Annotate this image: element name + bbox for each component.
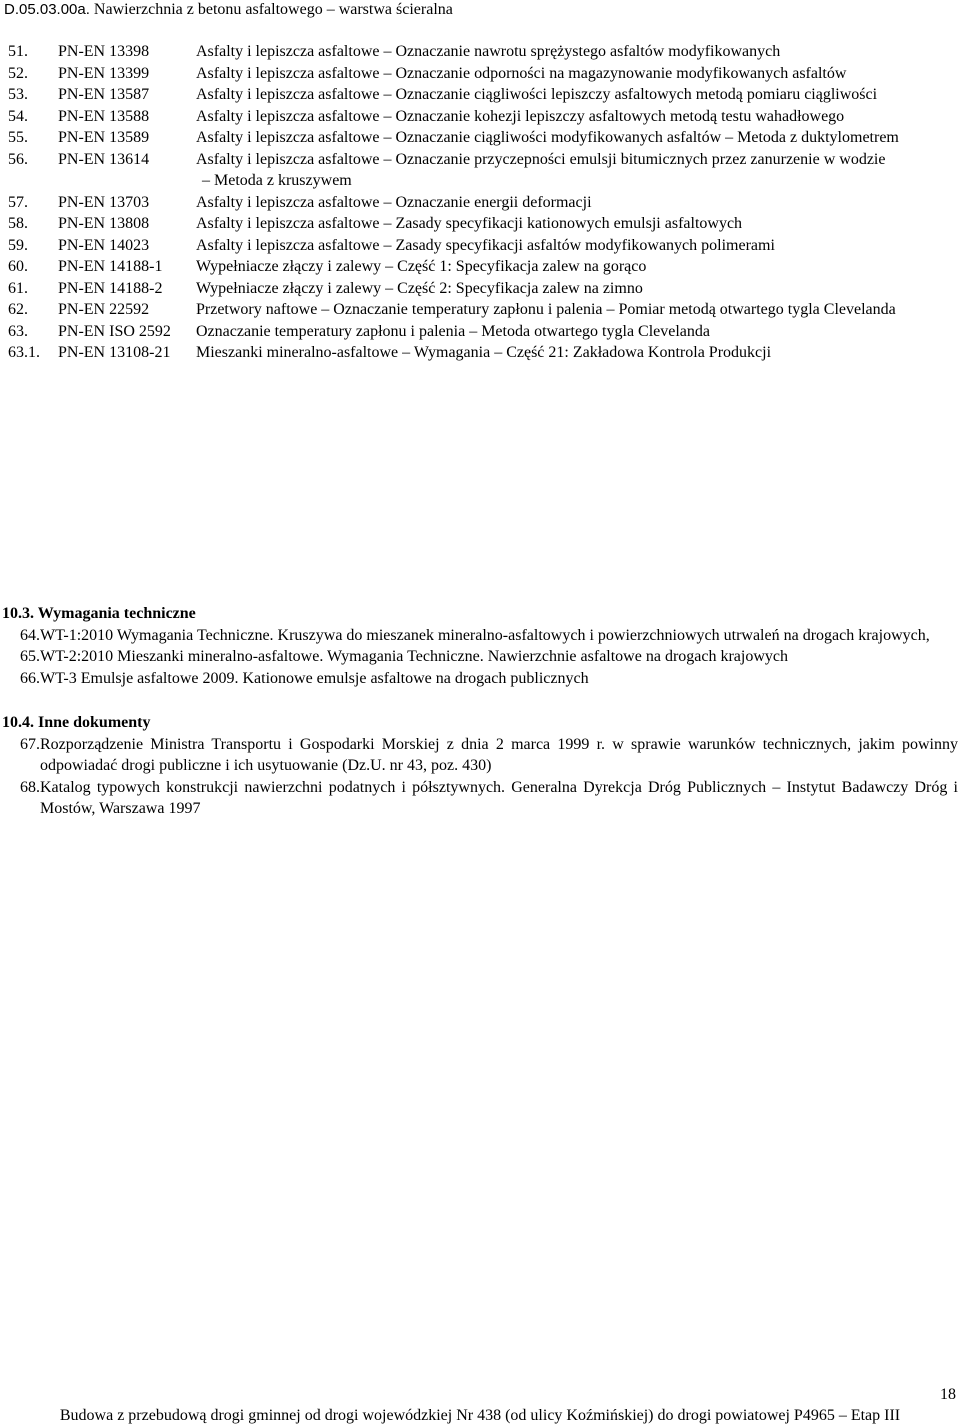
standard-code: PN-EN 22592 xyxy=(58,301,150,318)
standard-code: PN-EN 13588 xyxy=(58,107,150,125)
standard-code: PN-EN 13398 xyxy=(58,43,150,60)
standard-number: 61. xyxy=(8,279,28,297)
reference-item xyxy=(2,625,958,647)
section-technical-requirements xyxy=(2,603,958,689)
standard-title xyxy=(196,342,956,364)
standard-row xyxy=(8,235,956,257)
standard-row xyxy=(8,63,956,85)
standard-row xyxy=(8,106,956,128)
standard-title xyxy=(196,321,956,343)
standard-title xyxy=(196,149,956,192)
standard-code: PN-EN 14023 xyxy=(58,236,150,254)
standard-code: PN-EN 13587 xyxy=(58,86,150,103)
technical-requirements-list xyxy=(2,625,958,690)
standard-row xyxy=(8,213,956,235)
reference-text: Rozporządzenie Ministra Transportu i Gospodarki Morskiej z dnia 2 marca 1999 r. w sprawie warunków technicznych, jakim powinny odpowiadać drogi publiczne i ich usytuowanie (Dz.U. nr 43, poz. 430) xyxy=(40,735,958,774)
reference-item xyxy=(2,734,958,777)
standard-title xyxy=(196,213,956,235)
standard-code: PN-EN 13808 xyxy=(58,215,150,232)
standard-code: PN-EN 13614 xyxy=(58,150,150,168)
reference-text: WT-2:2010 Mieszanki mineralno-asfaltowe. Wymagania Techniczne. Nawierzchnie asfaltowe na drogach krajowych xyxy=(40,648,788,665)
standard-number: 58. xyxy=(8,215,28,232)
standard-row xyxy=(8,149,956,192)
standard-title xyxy=(196,299,956,321)
standard-title-text: Asfalty i lepiszcza asfaltowe – Oznaczanie ciągliwości lepiszczy asfaltowych metodą pomiaru ciągliwości xyxy=(196,86,878,103)
standard-code: PN-EN ISO 2592 xyxy=(58,322,171,340)
reference-number: 67. xyxy=(20,735,40,753)
standard-title-text: Mieszanki mineralno-asfaltowe – Wymagania – Część 21: Zakładowa Kontrola Produkcji xyxy=(196,344,772,361)
standard-row xyxy=(8,342,956,364)
reference-number: 68. xyxy=(20,778,40,796)
reference-text: Katalog typowych konstrukcji nawierzchni podatnych i półsztywnych. Generalna Dyrekcja Dróg Publicznych – Instytut Badawczy Dróg i Mostów, Warszawa 1997 xyxy=(40,778,958,817)
standard-row xyxy=(8,256,956,278)
reference-text: WT-1:2010 Wymagania Techniczne. Kruszywa do mieszanek mineralno-asfaltowych i powierzchniowych utrwaleń na drogach krajowych, xyxy=(40,626,930,644)
section-other-documents xyxy=(2,712,958,820)
standard-title xyxy=(196,278,956,300)
standard-title xyxy=(196,106,956,128)
standard-title-text: Wypełniacze złączy i zalewy – Część 1: Specyfikacja zalew na gorąco xyxy=(196,258,647,275)
standard-code: PN-EN 13399 xyxy=(58,64,150,82)
standard-row xyxy=(8,192,956,214)
standard-title-extra: – Metoda z kruszywem xyxy=(202,172,352,189)
standard-title xyxy=(196,256,956,278)
standard-number: 60. xyxy=(8,258,28,275)
standard-number: 63. xyxy=(8,322,28,340)
standard-row xyxy=(8,321,956,343)
standard-title-text: Asfalty i lepiszcza asfaltowe – Zasady specyfikacji kationowych emulsji asfaltowych xyxy=(196,215,743,232)
standard-title xyxy=(196,127,956,149)
standard-title-text: Asfalty i lepiszcza asfaltowe – Oznaczanie nawrotu sprężystego asfaltów modyfikowanych xyxy=(196,43,781,60)
standard-code: PN-EN 13589 xyxy=(58,129,150,146)
standards-list xyxy=(8,41,956,364)
standard-number: 51. xyxy=(8,43,28,60)
standard-title xyxy=(196,192,956,214)
standard-title-text: Asfalty i lepiszcza asfaltowe – Zasady specyfikacji asfaltów modyfikowanych polimerami xyxy=(196,236,775,254)
reference-number: 65. xyxy=(20,648,40,665)
standard-number: 54. xyxy=(8,107,28,125)
standard-row xyxy=(8,299,956,321)
standard-number: 62. xyxy=(8,301,28,318)
standard-number: 63.1. xyxy=(8,344,40,361)
standard-title xyxy=(196,63,956,85)
page-footer: Budowa z przebudową drogi gminnej od drogi wojewódzkiej Nr 438 (od ulicy Koźmińskiej) do drogi powiatowej P4965 – Etap III xyxy=(59,1407,901,1424)
standard-number: 56. xyxy=(8,150,28,168)
standard-title-text: Asfalty i lepiszcza asfaltowe – Oznaczanie energii deformacji xyxy=(196,193,592,211)
reference-item xyxy=(2,646,958,668)
spec-code: D.05.03.00a. xyxy=(4,1,90,18)
reference-text: WT-3 Emulsje asfaltowe 2009. Kationowe emulsje asfaltowe na drogach publicznych xyxy=(40,669,589,687)
section-heading: 10.4. Inne dokumenty xyxy=(2,714,151,731)
reference-item xyxy=(2,668,958,690)
standard-title-text: Asfalty i lepiszcza asfaltowe – Oznaczanie przyczepności emulsji bitumicznych przez zanurzenie w wodzie xyxy=(196,150,886,168)
standard-number: 59. xyxy=(8,236,28,254)
standard-row xyxy=(8,278,956,300)
standard-code: PN-EN 14188-2 xyxy=(58,279,163,297)
reference-number: 66. xyxy=(20,669,40,687)
standard-row xyxy=(8,41,956,63)
standard-title-text: Asfalty i lepiszcza asfaltowe – Oznaczanie odporności na magazynowanie modyfikowanych asfaltów xyxy=(196,64,847,82)
reference-number: 64. xyxy=(20,626,40,644)
page-number: 18 xyxy=(940,1386,956,1403)
standard-row xyxy=(8,84,956,106)
standard-title xyxy=(196,84,956,106)
standard-code: PN-EN 13703 xyxy=(58,193,150,211)
standard-row xyxy=(8,127,956,149)
standard-title-text: Wypełniacze złączy i zalewy – Część 2: Specyfikacja zalew na zimno xyxy=(196,279,643,297)
spec-title: Nawierzchnia z betonu asfaltowego – warstwa ścieralna xyxy=(93,1,453,18)
standard-title-text: Asfalty i lepiszcza asfaltowe – Oznaczanie kohezji lepiszczy asfaltowych metodą testu wahadłowego xyxy=(196,107,845,125)
page-header xyxy=(4,0,453,20)
standard-number: 53. xyxy=(8,86,28,103)
other-documents-list xyxy=(2,734,958,820)
standard-number: 55. xyxy=(8,129,28,146)
standard-title xyxy=(196,41,956,63)
standard-title-text: Oznaczanie temperatury zapłonu i palenia – Metoda otwartego tygla Clevelanda xyxy=(196,322,711,340)
standard-title xyxy=(196,235,956,257)
standard-code: PN-EN 13108-21 xyxy=(58,344,171,361)
standard-title-text: Asfalty i lepiszcza asfaltowe – Oznaczanie ciągliwości modyfikowanych asfaltów – Metoda z duktylometrem xyxy=(196,129,899,146)
reference-item xyxy=(2,777,958,820)
standard-number: 57. xyxy=(8,193,28,211)
standard-number: 52. xyxy=(8,64,28,82)
standard-title-text: Przetwory naftowe – Oznaczanie temperatury zapłonu i palenia – Pomiar metodą otwartego tygla Clevelanda xyxy=(196,301,896,318)
section-heading: 10.3. Wymagania techniczne xyxy=(2,605,196,622)
standard-code: PN-EN 14188-1 xyxy=(58,258,163,275)
